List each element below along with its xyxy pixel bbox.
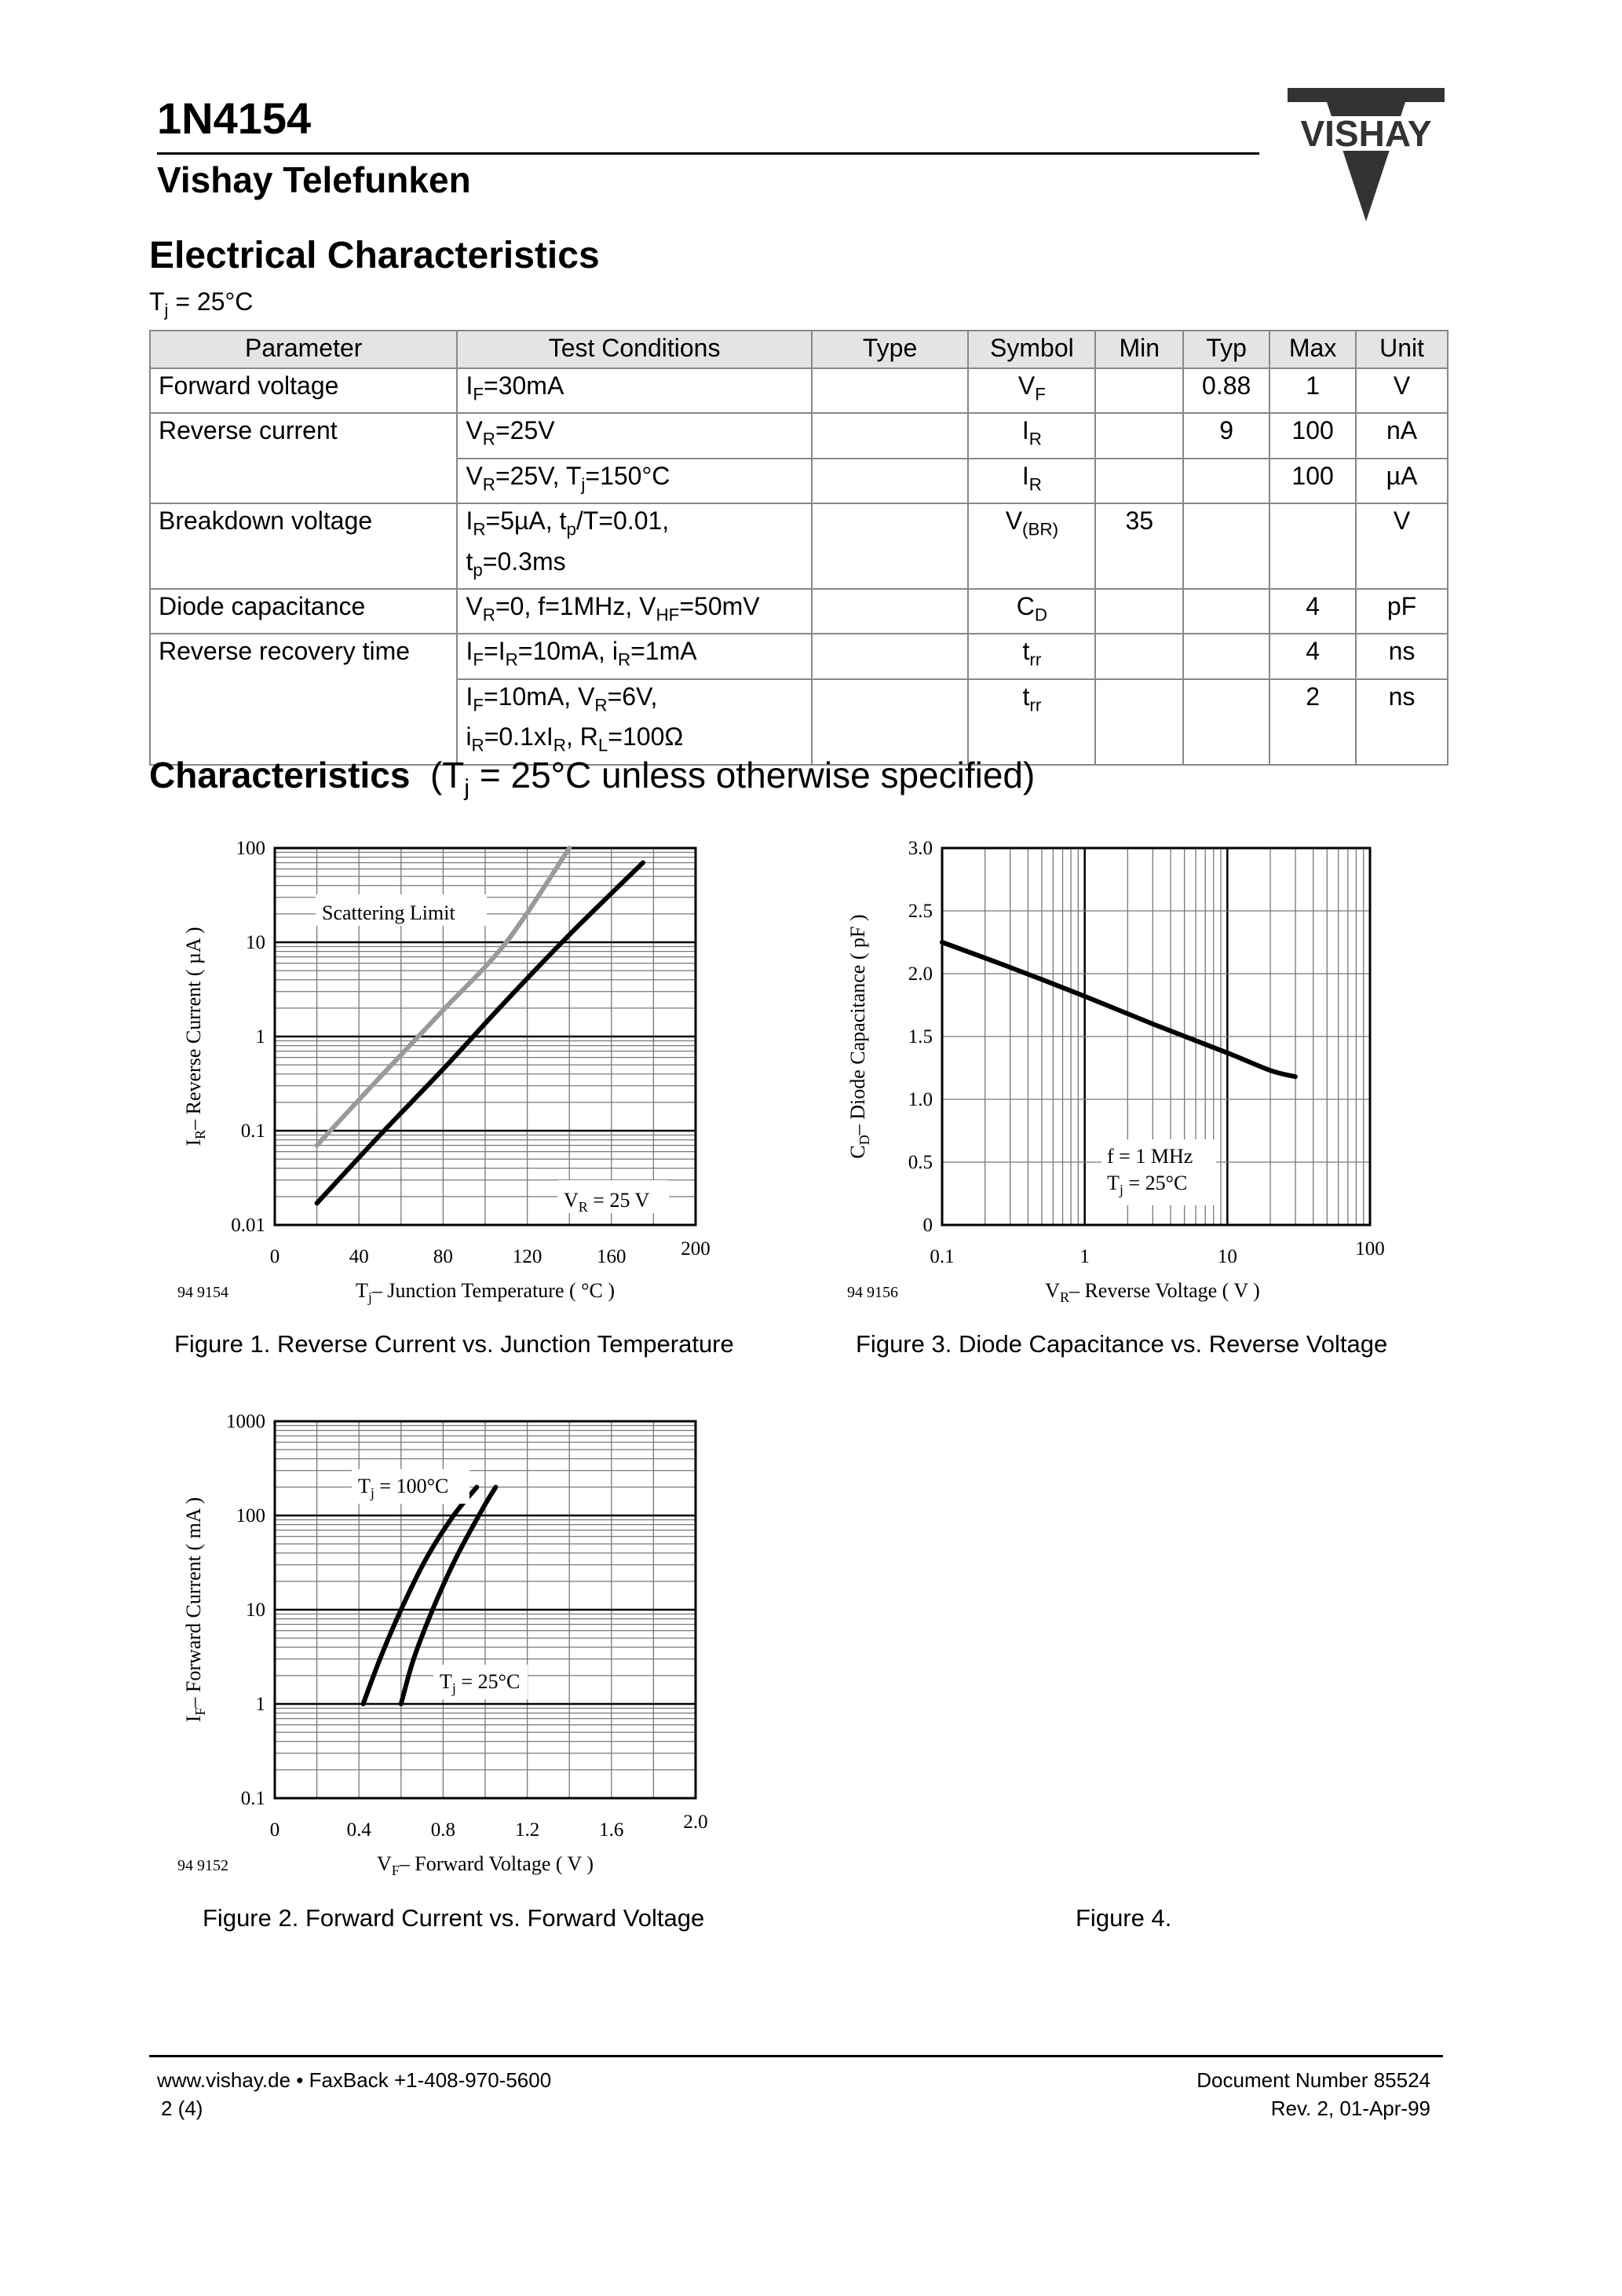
col-header: Min (1095, 331, 1183, 368)
unit-cell: V (1356, 503, 1448, 589)
note-temperature: $T_j = 25^\circ C$ (1107, 1172, 1188, 1197)
parameter-cell: Diode capacitance (150, 589, 457, 634)
parameter-cell (150, 459, 457, 503)
note-vr: $V_R = 25$ V (564, 1189, 650, 1215)
y-tick-label: 0.1 (240, 1788, 265, 1809)
type-cell (812, 368, 969, 413)
col-header: Test Conditions (457, 331, 811, 368)
note-tj-100: $T_j = 100^\circ C$ (358, 1475, 449, 1501)
table-row (150, 589, 1448, 634)
y-tick-label: 100 (236, 1505, 265, 1526)
col-header: Unit (1356, 331, 1448, 368)
x-tick-label: 0 (269, 1819, 280, 1841)
max-cell: 4 (1269, 634, 1356, 678)
type-cell (812, 459, 969, 503)
unit-cell: µA (1356, 459, 1448, 503)
figure-1-ylabel: $I_R-$ Reverse Current ( µA ) (182, 927, 208, 1146)
symbol-cell: $I_R$ (968, 459, 1095, 503)
y-tick-label: 3.0 (908, 838, 933, 859)
footer-revision: Rev. 2, 01-Apr-99 (1270, 2097, 1430, 2120)
col-header: Max (1269, 331, 1356, 368)
x-tick-label: 0 (269, 1246, 280, 1267)
typ-cell (1183, 459, 1269, 503)
logo-triangle (1288, 88, 1445, 221)
y-tick-label: 1 (255, 1694, 265, 1715)
unit-cell: nA (1356, 413, 1448, 458)
footer-page: 2 (4) (161, 2097, 203, 2120)
typ-cell (1183, 589, 1269, 634)
x-tick-label: 1.2 (514, 1819, 540, 1841)
max-cell (1269, 503, 1356, 589)
y-tick-label: 1 (255, 1026, 265, 1047)
logo-text: VISHAY (1300, 113, 1432, 154)
test-condition-cell: $V_R=0$, f=1MHz, $V_{HF}=50mV$ (457, 589, 811, 634)
table-row (150, 679, 1448, 765)
x-tick-label: 160 (597, 1246, 627, 1267)
y-tick-label: 100 (236, 838, 265, 859)
max-cell: 100 (1269, 413, 1356, 458)
parameter-cell: Forward voltage (150, 368, 457, 413)
footer-rule (149, 2055, 1443, 2057)
electrical-characteristics-table (149, 330, 1448, 766)
figure-3-ylabel: $C_D-$ Diode Capacitance ( pF ) (846, 914, 872, 1159)
x-tick-label: 1.6 (599, 1819, 624, 1841)
figure-3-caption: Figure 3. Diode Capacitance vs. Reverse Voltage (856, 1330, 1388, 1358)
symbol-cell: $C_D$ (968, 589, 1095, 634)
symbol-cell: $V_F$ (968, 368, 1095, 413)
note-tj-25: $T_j = 25^\circ C$ (440, 1670, 521, 1696)
min-cell (1095, 589, 1183, 634)
y-tick-label: 1.5 (908, 1026, 933, 1047)
manufacturer-name: Vishay Telefunken (157, 159, 471, 200)
col-header: Symbol (968, 331, 1095, 368)
symbol-cell: $t_{rr}$ (968, 679, 1095, 765)
typ-cell (1183, 503, 1269, 589)
x-tick-label: 200 (681, 1238, 711, 1260)
typ-cell: 9 (1183, 413, 1269, 458)
figure-1-xlabel: $T_j-$ Junction Temperature ( °C ) (355, 1279, 616, 1305)
test-condition-cell: $I_F=10mA$, $V_R=6V$, $i_R=0.1xI_R$, $R_L=100\Omega$ (457, 679, 811, 765)
min-cell: 35 (1095, 503, 1183, 589)
y-tick-label: 1.0 (908, 1089, 933, 1110)
y-tick-label: 1000 (226, 1411, 265, 1432)
typ-cell (1183, 634, 1269, 678)
y-tick-label: 10 (246, 932, 265, 953)
type-cell (812, 634, 969, 678)
y-tick-label: 0.1 (240, 1121, 265, 1142)
section-title-electrical: Electrical Characteristics (149, 235, 600, 276)
footer-document-number: Document Number 85524 (1196, 2068, 1430, 2092)
figure-2-xlabel: $V_F-$ Forward Voltage ( V ) (376, 1852, 594, 1878)
col-header: Type (812, 331, 969, 368)
figure-2-caption: Figure 2. Forward Current vs. Forward Voltage (203, 1904, 705, 1932)
x-tick-label: 2.0 (683, 1812, 708, 1833)
x-tick-label: 1 (1080, 1246, 1090, 1267)
test-condition-cell: $I_R=5\mu A$, $t_p/T=0.01$, $t_p=0.3ms$ (457, 503, 811, 589)
col-header: Parameter (150, 331, 457, 368)
table-row (150, 634, 1448, 678)
figure-1-chart (165, 828, 762, 1315)
y-tick-label: 0.5 (908, 1152, 933, 1173)
parameter-cell: Reverse current (150, 413, 457, 458)
data-series-1 (942, 942, 1295, 1077)
figure-2-code: 94 9152 (177, 1857, 228, 1874)
max-cell: 2 (1269, 679, 1356, 765)
part-number: 1N4154 (157, 93, 312, 143)
x-tick-label: 80 (433, 1246, 453, 1267)
footer-website[interactable]: www.vishay.de • FaxBack +1-408-970-5600 (157, 2068, 552, 2092)
parameter-cell (150, 679, 457, 765)
max-cell: 1 (1269, 368, 1356, 413)
unit-cell: ns (1356, 679, 1448, 765)
unit-cell: pF (1356, 589, 1448, 634)
unit-cell: ns (1356, 634, 1448, 678)
parameter-cell: Reverse recovery time (150, 634, 457, 678)
section-title-characteristics: Characteristics ($T_j = 25^\circ C$ unless otherwise specified) (149, 755, 1036, 802)
figure-2-chart (165, 1402, 762, 1888)
x-tick-label: 10 (1217, 1246, 1237, 1267)
x-tick-label: 40 (349, 1246, 369, 1267)
x-tick-label: 100 (1355, 1238, 1385, 1260)
temperature-condition: $T_j = 25^\circ C$ (149, 287, 254, 320)
min-cell (1095, 368, 1183, 413)
y-tick-label: 0 (922, 1215, 933, 1236)
typ-cell: 0.88 (1183, 368, 1269, 413)
figure-3-curves (942, 942, 1295, 1077)
note-frequency: f = 1 MHz (1107, 1145, 1193, 1168)
x-tick-label: 0.8 (430, 1819, 456, 1841)
vishay-logo (1288, 88, 1445, 221)
min-cell (1095, 413, 1183, 458)
unit-cell: V (1356, 368, 1448, 413)
typ-cell (1183, 679, 1269, 765)
max-cell: 4 (1269, 589, 1356, 634)
symbol-cell: $I_R$ (968, 413, 1095, 458)
x-tick-label: 0.4 (346, 1819, 371, 1841)
test-condition-cell: $V_R=25V$, $T_j=150^\circ C$ (457, 459, 811, 503)
test-condition-cell: $I_F=30mA$ (457, 368, 811, 413)
min-cell (1095, 634, 1183, 678)
figure-2-ylabel: $I_F-$ Forward Current ( mA ) (182, 1497, 208, 1723)
x-tick-label: 120 (512, 1246, 542, 1267)
figure-1-caption: Figure 1. Reverse Current vs. Junction Temperature (174, 1330, 734, 1358)
col-header: Typ (1183, 331, 1269, 368)
table-row (150, 503, 1448, 589)
type-cell (812, 503, 969, 589)
y-tick-label: 0.01 (231, 1215, 265, 1236)
y-tick-label: 2.0 (908, 963, 933, 985)
min-cell (1095, 459, 1183, 503)
y-tick-label: 10 (246, 1600, 265, 1621)
symbol-cell: $V_{(BR)}$ (968, 503, 1095, 589)
figure-1-code: 94 9154 (177, 1284, 228, 1301)
parameter-cell: Breakdown voltage (150, 503, 457, 589)
type-cell (812, 679, 969, 765)
x-tick-label: 0.1 (930, 1246, 955, 1267)
test-condition-cell: $V_R=25V$ (457, 413, 811, 458)
type-cell (812, 589, 969, 634)
min-cell (1095, 679, 1183, 765)
figure-3-xlabel: $V_R-$ Reverse Voltage ( V ) (1045, 1279, 1260, 1305)
figure-2-grid (275, 1421, 696, 1798)
table-row (150, 459, 1448, 503)
note-scattering-limit: Scattering Limit (322, 901, 455, 924)
symbol-cell: $t_{rr}$ (968, 634, 1095, 678)
y-tick-label: 2.5 (908, 901, 933, 922)
figure-4-caption: Figure 4. (1076, 1904, 1172, 1932)
type-cell (812, 413, 969, 458)
table-row (150, 413, 1448, 458)
table-header-row (150, 331, 1448, 368)
figure-3-code: 94 9156 (847, 1284, 898, 1301)
header-rule (157, 152, 1259, 155)
figure-3-chart (836, 828, 1433, 1315)
table-row (150, 368, 1448, 413)
max-cell: 100 (1269, 459, 1356, 503)
test-condition-cell: $I_F=I_R=10mA$, $i_R=1mA$ (457, 634, 811, 678)
